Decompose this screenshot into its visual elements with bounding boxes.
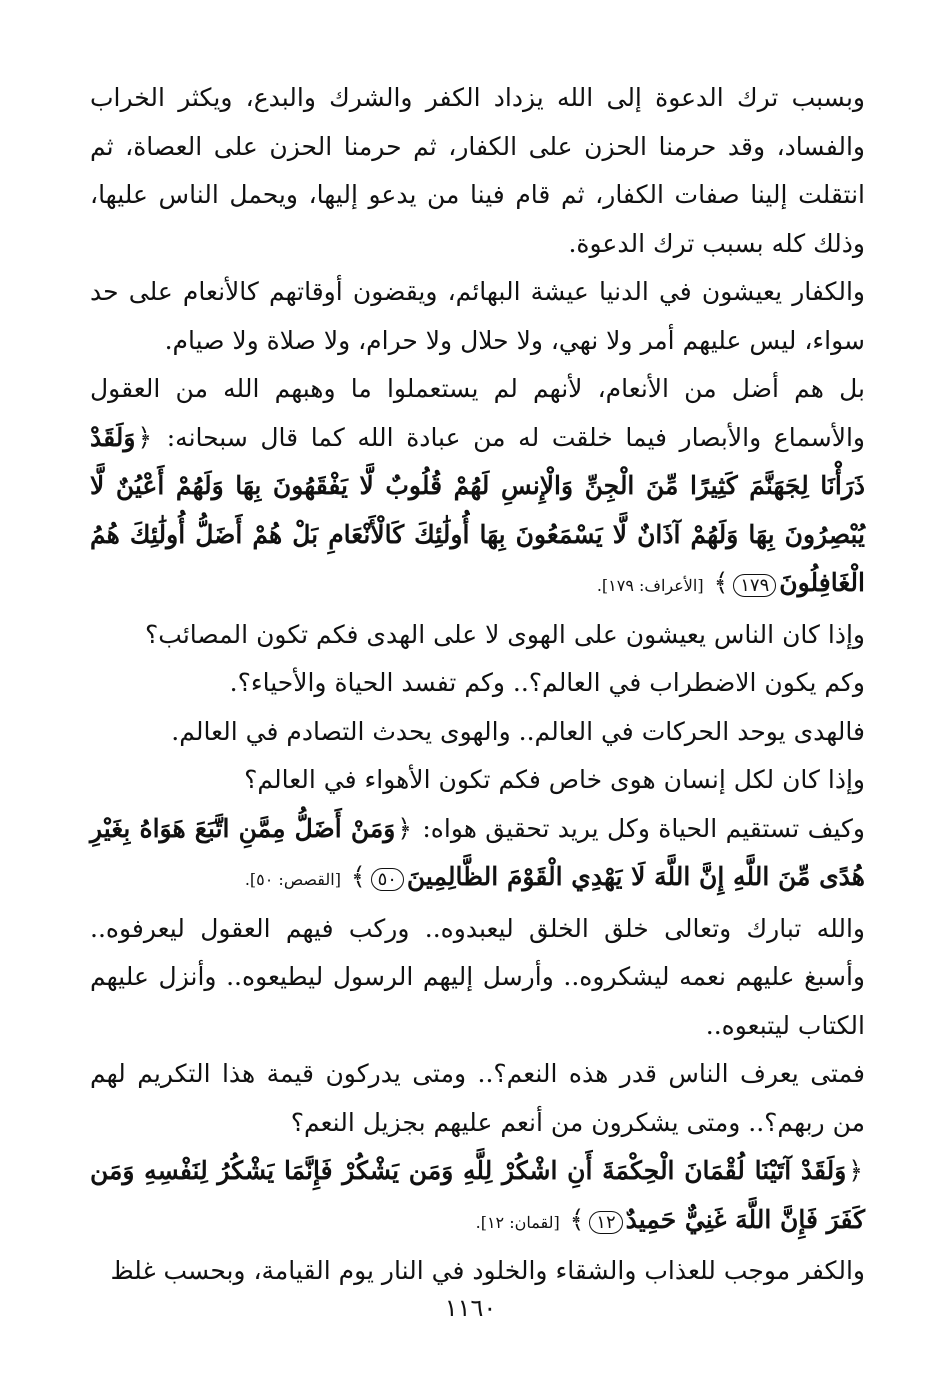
- quran-verse-text: وَمَنْ أَضَلُّ مِمَّنِ اتَّبَعَ هَوَاهُ بِغَيْرِ هُدًى مِّنَ اللَّهِ إِنَّ اللَّهَ لَا يَهْدِي الْقَوْمَ الظَّالِمِينَ: [90, 813, 865, 891]
- paragraph-text: وبسبب ترك الدعوة إلى الله يزداد الكفر والشرك والبدع، ويكثر الخراب والفساد، وقد حرمنا الحزن على الكفار، ثم حرمنا الحزن على العصاة، ثم انتقلت إلينا صفات الكفار، ثم قام فينا من يدعو إليها، ويحمل الناس عليها، وذلك كله بسبب ترك الدعوة.: [90, 83, 865, 258]
- verse-reference: [القصص: ٥٠].: [244, 870, 341, 889]
- paragraph-text: وإذا كان الناس يعيشون على الهوى لا على الهدى فكم تكون المصائب؟: [145, 619, 865, 649]
- paragraph-8: [90, 805, 865, 905]
- ayah-number: ١٢: [589, 1211, 622, 1234]
- paragraph-2: [90, 268, 865, 365]
- ornate-bracket-open-icon: ﴿: [137, 422, 153, 452]
- paragraph-text: بل هم أضل من الأنعام، لأنهم لم يستعملوا ما وهبهم الله من العقول والأسماع والأبصار فيما خلقت له من عبادة الله كما قال سبحانه:: [90, 374, 865, 452]
- paragraph-text: فمتى يعرف الناس قدر هذه النعم؟.. ومتى يدركون قيمة هذا التكريم لهم من ربهم؟.. ومتى يشكرون من أنعم عليهم بجزيل النعم؟: [90, 1059, 865, 1137]
- paragraph-text: وإذا كان لكل إنسان هوى خاص فكم تكون الأهواء في العالم؟: [244, 765, 865, 794]
- quran-verse-text: وَلَقَدْ آتَيْنَا لُقْمَانَ الْحِكْمَةَ أَنِ اشْكُرْ لِلَّهِ وَمَن يَشْكُرْ فَإِنَّمَا يَشْكُرُ لِنَفْسِهِ وَمَن كَفَرَ فَإِنَّ اللَّهَ غَنِيٌّ حَمِيدٌ: [90, 1156, 865, 1234]
- ayah-number: ١٧٩: [733, 574, 776, 597]
- paragraph-text: والكفار يعيشون في الدنيا عيشة البهائم، ويقضون أوقاتهم كالأنعام على حد سواء، ليس عليهم أمر ولا نهي، ولا حلال ولا حرام، ولا صلاة ولا صيام.: [90, 277, 865, 355]
- paragraph-11: [90, 1147, 865, 1247]
- ornate-bracket-open-icon: ﴿: [848, 1156, 863, 1185]
- paragraph-10: [90, 1050, 865, 1147]
- page-number: ١١٦٠: [444, 1294, 497, 1322]
- page-body: [90, 74, 865, 1296]
- paragraph-6: [90, 708, 865, 757]
- paragraph-text: وكم يكون الاضطراب في العالم؟.. وكم تفسد الحياة والأحياء؟.: [229, 668, 865, 697]
- paragraph-9: [90, 905, 865, 1051]
- paragraph-text: وكيف تستقيم الحياة وكل يريد تحقيق هواه:: [414, 813, 865, 843]
- verse-reference: [الأعراف: ١٧٩].: [596, 576, 704, 595]
- ornate-bracket-close-icon: ﴾: [713, 568, 729, 597]
- quran-verse-text: وَلَقَدْ ذَرَأْنَا لِجَهَنَّمَ كَثِيرًا مِّنَ الْجِنِّ وَالْإِنسِ لَهُمْ قُلُوبٌ لَّا يَفْقَهُونَ بِهَا وَلَهُمْ أَعْيُنٌ لَّا يُبْصِرُونَ بِهَا وَلَهُمْ آذَانٌ لَّا يَسْمَعُونَ بِهَا أُولَٰئِكَ كَالْأَنْعَامِ بَلْ هُمْ أَضَلُّ أُولَٰئِكَ هُمُ الْغَافِلُونَ: [90, 422, 865, 597]
- paragraph-text: والله تبارك وتعالى خلق الخلق ليعبدوه.. وركب فيهم العقول ليعرفوه.. وأسبغ عليهم نعمه ليشكروه.. وأرسل إليهم الرسول ليطيعوه.. وأنزل عليهم الكتاب ليتبعوه..: [90, 913, 865, 1040]
- paragraph-1: [90, 74, 865, 268]
- paragraph-3: [90, 365, 865, 611]
- ayah-number: ٥٠: [371, 868, 404, 891]
- ornate-bracket-open-icon: ﴿: [397, 813, 412, 843]
- paragraph-5: [90, 659, 865, 708]
- paragraph-7: [90, 756, 865, 805]
- ornate-bracket-close-icon: ﴾: [569, 1204, 585, 1234]
- ornate-bracket-close-icon: ﴾: [350, 862, 366, 891]
- paragraph-4: [90, 611, 865, 660]
- paragraph-12: [90, 1247, 865, 1296]
- verse-reference: [لقمان: ١٢].: [475, 1212, 560, 1232]
- paragraph-text: والكفر موجب للعذاب والشقاء والخلود في النار يوم القيامة، وبحسب غلظ: [110, 1256, 865, 1285]
- paragraph-text: فالهدى يوحد الحركات في العالم.. والهوى يحدث التصادم في العالم.: [171, 716, 865, 746]
